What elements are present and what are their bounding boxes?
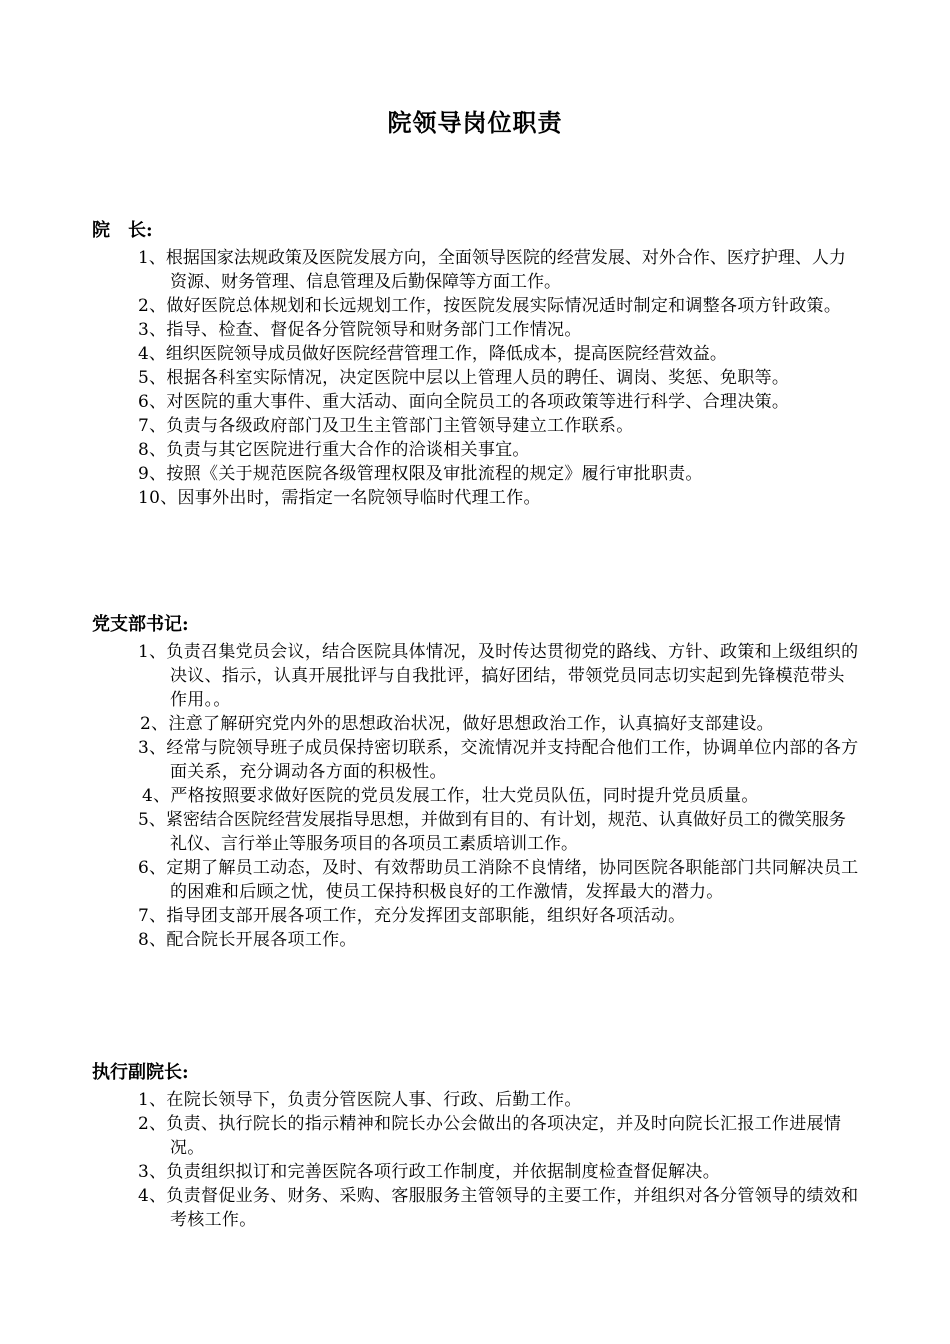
list-item: 7、负责与各级政府部门及卫生主管部门主管领导建立工作联系。 — [138, 416, 634, 436]
section-heading-party-secretary: 党支部书记: — [92, 614, 189, 635]
list-item: 3、负责组织拟订和完善医院各项行政工作制度，并依据制度检查督促解决。 — [138, 1162, 721, 1182]
section-heading-president: 院 长: — [92, 220, 153, 241]
list-item: 8、配合院长开展各项工作。 — [138, 930, 357, 950]
list-item: 2、注意了解研究党内外的思想政治状况，做好思想政治工作，认真搞好支部建设。 — [140, 714, 774, 734]
list-item: 1、负责召集党员会议，结合医院具体情况，及时传达贯彻党的路线、方针、政策和上级组织的决议、指示，认真开展批评与自我批评，搞好团结，带领党员同志切实起到先锋模范带头作用。。 — [138, 642, 859, 710]
list-item: 8、负责与其它医院进行重大合作的洽谈相关事宜。 — [138, 440, 530, 460]
section-president — [92, 218, 892, 510]
list-item: 3、经常与院领导班子成员保持密切联系，交流情况并支持配合他们工作，协调单位内部的各方面关系，充分调动各方面的积极性。 — [138, 738, 859, 782]
list-item: 4、组织医院领导成员做好医院经营管理工作，降低成本，提高医院经营效益。 — [138, 344, 727, 364]
list-item: 6、对医院的重大事件、重大活动、面向全院员工的各项政策等进行科学、合理决策。 — [138, 392, 790, 412]
list-item: 5、根据各科室实际情况，决定医院中层以上管理人员的聘任、调岗、奖惩、免职等。 — [138, 368, 790, 388]
section-party-secretary — [92, 612, 892, 952]
list-item: 1、在院长领导下，负责分管医院人事、行政、后勤工作。 — [138, 1090, 582, 1110]
list-item: 2、做好医院总体规划和长远规划工作，按医院发展实际情况适时制定和调整各项方针政策。 — [138, 296, 842, 316]
page-title: 院领导岗位职责 — [387, 108, 563, 137]
list-item: 7、指导团支部开展各项工作，充分发挥团支部职能，组织好各项活动。 — [138, 906, 686, 926]
list-item: 2、负责、执行院长的指示精神和院长办公会做出的各项决定，并及时向院长汇报工作进展情况。 — [138, 1114, 842, 1158]
list-item: 3、指导、检查、督促各分管院领导和财务部门工作情况。 — [138, 320, 582, 340]
list-item: 6、定期了解员工动态，及时、有效帮助员工消除不良情绪，协同医院各职能部门共同解决员工的困难和后顾之忧，使员工保持积极良好的工作激情，发挥最大的潜力。 — [138, 858, 859, 902]
list-item: 10、因事外出时，需指定一名院领导临时代理工作。 — [138, 488, 541, 508]
section-heading-executive-vice-president: 执行副院长: — [92, 1062, 189, 1083]
list-item: 4、负责督促业务、财务、采购、客服服务主管领导的主要工作，并组织对各分管领导的绩效和考核工作。 — [138, 1186, 859, 1230]
list-item: 1、根据国家法规政策及医院发展方向，全面领导医院的经营发展、对外合作、医疗护理、人力资源、财务管理、信息管理及后勤保障等方面工作。 — [138, 248, 846, 292]
section-executive-vice-president — [92, 1060, 892, 1232]
list-item: 9、按照《关于规范医院各级管理权限及审批流程的规定》履行审批职责。 — [138, 464, 703, 484]
list-item: 4、严格按照要求做好医院的党员发展工作，壮大党员队伍，同时提升党员质量。 — [142, 786, 759, 806]
list-item: 5、紧密结合医院经营发展指导思想，并做到有目的、有计划，规范、认真做好员工的微笑服务礼仪、言行举止等服务项目的各项员工素质培训工作。 — [138, 810, 846, 854]
